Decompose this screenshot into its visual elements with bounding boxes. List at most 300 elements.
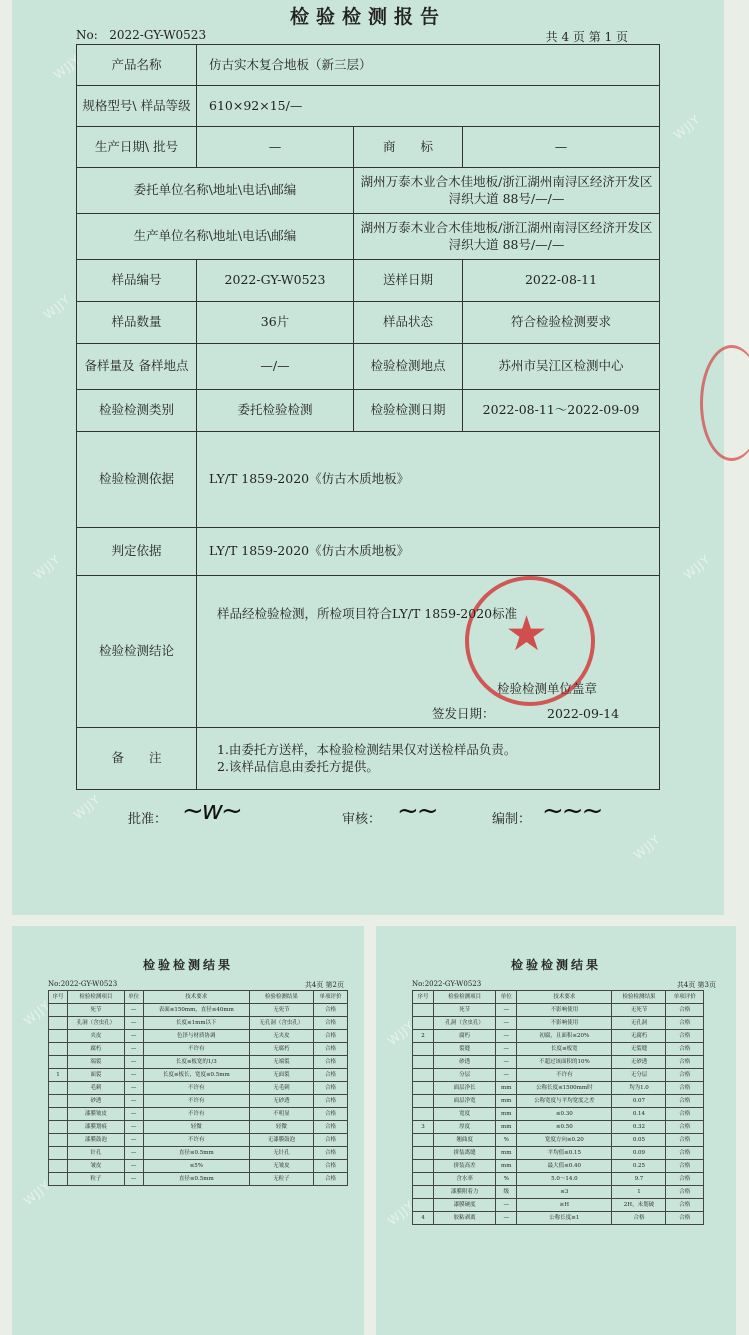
table-cell (49, 1082, 68, 1095)
table-cell: mm (496, 1095, 517, 1108)
table-cell: mm (496, 1108, 517, 1121)
table-cell: 漆膜附着力 (434, 1186, 496, 1199)
table-cell: 0.25 (612, 1160, 666, 1173)
table-cell: — (124, 1043, 143, 1056)
table-row (49, 1030, 348, 1043)
sample-state-label: 样品状态 (354, 302, 463, 344)
table-cell: 宽度 (434, 1108, 496, 1121)
table-cell: 合格 (313, 1004, 347, 1017)
approve-label: 批准： (128, 812, 168, 827)
compile-label: 编制： (492, 812, 532, 827)
table-row (49, 1004, 348, 1017)
table-cell: 公称长度≥1 (517, 1212, 612, 1225)
results-number: No:2022-GY-W0523 (412, 980, 482, 988)
table-cell: 分层 (434, 1069, 496, 1082)
table-row (49, 1108, 348, 1121)
table-cell: — (496, 1030, 517, 1043)
table-cell: — (124, 1160, 143, 1173)
table-cell: — (124, 1082, 143, 1095)
table-cell: 合格 (666, 1199, 704, 1212)
table-row (413, 1134, 704, 1147)
table-row (49, 1134, 348, 1147)
table-cell: ≤0.50 (517, 1121, 612, 1134)
table-cell (49, 1160, 68, 1173)
table-cell (413, 1108, 434, 1121)
table-cell (413, 1004, 434, 1017)
watermark: WJJY (671, 111, 704, 143)
table-cell: 0.09 (612, 1147, 666, 1160)
table-cell (413, 1160, 434, 1173)
table-cell: 直径≤0.5mm (143, 1147, 249, 1160)
issue-date-value: 2022-09-14 (547, 706, 620, 721)
report-page-2 (12, 926, 364, 1335)
reserve-label: 备样量及 备样地点 (77, 344, 197, 390)
table-cell: 轻微 (143, 1121, 249, 1134)
side-seal (700, 345, 749, 461)
table-cell: 合格 (666, 1056, 704, 1069)
table-cell: 合格 (666, 1043, 704, 1056)
table-cell (413, 1199, 434, 1212)
table-cell: 无腐朽 (249, 1043, 313, 1056)
table-row (49, 1043, 348, 1056)
conclusion-label: 检验检测结论 (77, 576, 197, 728)
table-row (49, 1095, 348, 1108)
table-row (413, 1108, 704, 1121)
table-cell (413, 1056, 434, 1069)
table-row (413, 1043, 704, 1056)
test-location-value: 苏州市吴江区检测中心 (463, 344, 660, 390)
table-cell: 面层净宽 (434, 1095, 496, 1108)
table-cell: 合格 (666, 1160, 704, 1173)
remarks-label: 备 注 (77, 728, 197, 790)
table-cell: 不影响使用 (517, 1004, 612, 1017)
remarks-value (197, 728, 660, 790)
table-cell: 腐朽 (434, 1030, 496, 1043)
table-cell (49, 1030, 68, 1043)
table-cell: — (124, 1004, 143, 1017)
table-cell: 无皱皮 (249, 1160, 313, 1173)
table-cell (49, 1121, 68, 1134)
spec-value: 610×92×15/— (197, 86, 660, 127)
table-cell: 合格 (313, 1121, 347, 1134)
star-icon: ★ (505, 606, 549, 662)
table-cell: 0.05 (612, 1134, 666, 1147)
table-cell: 漆膜硬度 (434, 1199, 496, 1212)
watermark: WJJY (21, 1177, 54, 1209)
spec-label: 规格型号\ 样品等级 (77, 86, 197, 127)
table-cell: % (496, 1173, 517, 1186)
table-cell (413, 1069, 434, 1082)
trademark-label: 商 标 (354, 127, 463, 168)
table-cell: 合格 (666, 1095, 704, 1108)
table-cell: 合格 (666, 1082, 704, 1095)
table-row (413, 1030, 704, 1043)
table-cell: 合格 (666, 1069, 704, 1082)
table-cell: 合格 (313, 1173, 347, 1186)
table-cell: 腐朽 (68, 1043, 125, 1056)
table-cell: 最大值≤0.40 (517, 1160, 612, 1173)
table-cell: 0.14 (612, 1108, 666, 1121)
table-cell (413, 1186, 434, 1199)
table-cell: 合格 (313, 1017, 347, 1030)
table-cell: 1 (49, 1069, 68, 1082)
table-row (413, 1173, 704, 1186)
table-cell (413, 1134, 434, 1147)
page-info: 共 4 页 第 1 页 (545, 30, 628, 44)
table-row (413, 1160, 704, 1173)
table-cell: 针孔 (68, 1147, 125, 1160)
table-cell: 厚度 (434, 1121, 496, 1134)
table-cell: 无毛刺 (249, 1082, 313, 1095)
watermark: WJJY (385, 1017, 418, 1049)
table-cell: 2H，未划破 (612, 1199, 666, 1212)
table-cell: 端裂 (68, 1056, 125, 1069)
issue-date-label: 签发日期： (432, 706, 495, 721)
table-cell: ≤3 (517, 1186, 612, 1199)
table-cell: 3 (413, 1121, 434, 1134)
table-cell: 合格 (313, 1043, 347, 1056)
table-cell: 合格 (666, 1121, 704, 1134)
watermark: WJJY (31, 551, 64, 583)
table-cell: 胶粘剥离 (434, 1212, 496, 1225)
table-row (49, 1082, 348, 1095)
table-cell: 无端裂 (249, 1056, 313, 1069)
table-cell (49, 1095, 68, 1108)
table-cell: 合格 (313, 1147, 347, 1160)
table-cell: 公称宽度与平均宽度之差 (517, 1095, 612, 1108)
test-type-value: 委托检验检测 (197, 390, 354, 432)
report-page-3 (376, 926, 736, 1335)
table-cell: 5.0～14.0 (517, 1173, 612, 1186)
table-row (413, 1095, 704, 1108)
table-cell: — (124, 1056, 143, 1069)
test-type-label: 检验检测类别 (77, 390, 197, 432)
sample-no-value: 2022-GY-W0523 (197, 260, 354, 302)
review-label: 审核： (342, 812, 382, 827)
table-cell: 无腐朽 (612, 1030, 666, 1043)
table-cell: 合格 (612, 1212, 666, 1225)
table-cell: 不超过该面积的10% (517, 1056, 612, 1069)
results-table-3 (412, 990, 704, 1225)
conclusion-text: 样品经检验检测，所检项目符合LY/T 1859-2020标准 (217, 606, 518, 621)
table-cell: 9.7 (612, 1173, 666, 1186)
table-cell: 长度≤板宽的1/3 (143, 1056, 249, 1069)
sample-qty-label: 样品数量 (77, 302, 197, 344)
table-cell: 0.32 (612, 1121, 666, 1134)
table-cell: 无孔洞（含虫孔） (249, 1017, 313, 1030)
reserve-value: —/— (197, 344, 354, 390)
table-cell: 公称长度≤1500mm时 (517, 1082, 612, 1095)
table-cell: 漆膜鼓泡 (68, 1134, 125, 1147)
table-cell (49, 1056, 68, 1069)
test-date-value: 2022-08-11～2022-09-09 (463, 390, 660, 432)
table-cell: — (124, 1134, 143, 1147)
table-cell (49, 1004, 68, 1017)
table-row (413, 1199, 704, 1212)
table-cell: — (124, 1017, 143, 1030)
table-cell: 宽度方向≤0.20 (517, 1134, 612, 1147)
table-cell: ≥H (517, 1199, 612, 1212)
table-cell: 不许有 (143, 1108, 249, 1121)
column-header: 单位 (124, 991, 143, 1004)
results-number: No:2022-GY-W0523 (48, 980, 118, 988)
results-title: 检验检测结果 (142, 958, 233, 972)
table-cell: — (124, 1173, 143, 1186)
table-cell: 漆膜皱皮 (68, 1108, 125, 1121)
table-cell: 合格 (313, 1108, 347, 1121)
table-cell: — (124, 1095, 143, 1108)
report-number: No: 2022-GY-W0523 (76, 28, 207, 42)
table-cell: 平均值≤0.15 (517, 1147, 612, 1160)
report-title: 检验检测报告 (289, 6, 446, 28)
table-row (49, 1147, 348, 1160)
table-header-row (413, 991, 704, 1004)
table-cell: — (124, 1121, 143, 1134)
table-row (49, 1160, 348, 1173)
send-date-label: 送样日期 (354, 260, 463, 302)
conclusion-cell (197, 576, 660, 728)
column-header: 单项评价 (313, 991, 347, 1004)
product-name-label: 产品名称 (77, 45, 197, 86)
table-row (49, 1017, 348, 1030)
table-cell: 长度≤1mm以下 (143, 1017, 249, 1030)
table-cell: 拼装高差 (434, 1160, 496, 1173)
column-header: 技术要求 (517, 991, 612, 1004)
table-cell: 4 (413, 1212, 434, 1225)
results-page: 共4页 第2页 (304, 981, 344, 989)
table-cell: 合格 (313, 1082, 347, 1095)
table-cell: 无漆膜鼓泡 (249, 1134, 313, 1147)
column-header: 检验检测项目 (434, 991, 496, 1004)
table-cell: 均为1.0 (612, 1082, 666, 1095)
table-cell: 不许有 (143, 1043, 249, 1056)
seal-caption: 检验检测单位盖章 (497, 681, 598, 696)
table-cell: 合格 (313, 1030, 347, 1043)
table-cell: 直径≤0.5mm (143, 1173, 249, 1186)
remark-line-2: 2.该样品信息由委托方提供。 (217, 758, 379, 774)
column-header: 检验检测结果 (612, 991, 666, 1004)
prod-date-value: — (197, 127, 354, 168)
table-cell: 无针孔 (249, 1147, 313, 1160)
table-cell: — (496, 1069, 517, 1082)
review-signature: ~~ (397, 796, 437, 826)
watermark: WJJY (21, 997, 54, 1029)
table-cell (413, 1173, 434, 1186)
table-cell: 皱皮 (68, 1160, 125, 1173)
remark-line-1: 1.由委托方送样，本检验检测结果仅对送检样品负责。 (217, 741, 517, 757)
table-cell: 合格 (666, 1004, 704, 1017)
table-cell: 死节 (434, 1004, 496, 1017)
judge-label: 判定依据 (77, 528, 197, 576)
table-row (413, 1186, 704, 1199)
table-cell: 无砂透 (612, 1056, 666, 1069)
table-cell: — (496, 1043, 517, 1056)
table-cell: 合格 (666, 1212, 704, 1225)
table-row (413, 1017, 704, 1030)
sample-state-value: 符合检验检测要求 (463, 302, 660, 344)
watermark: WJJY (681, 551, 714, 583)
client-value: 湖州万泰木业合木佳地板/浙江湖州南浔区经济开发区浔织大道 88号/—/— (354, 168, 660, 214)
table-row (413, 1121, 704, 1134)
table-cell: 不影响使用 (517, 1017, 612, 1030)
table-cell: 无死节 (612, 1004, 666, 1017)
watermark: WJJY (71, 791, 104, 823)
table-cell: 不许有 (143, 1095, 249, 1108)
table-cell: 孔洞（含虫孔） (68, 1017, 125, 1030)
table-cell (413, 1043, 434, 1056)
results-title: 检验检测结果 (510, 958, 601, 972)
table-cell: 不许有 (143, 1082, 249, 1095)
table-cell: mm (496, 1082, 517, 1095)
table-cell: 砂透 (68, 1095, 125, 1108)
table-cell (49, 1017, 68, 1030)
table-cell: 无死节 (249, 1004, 313, 1017)
table-cell: — (496, 1212, 517, 1225)
table-cell: 合格 (666, 1017, 704, 1030)
compile-signature: ~~~ (542, 796, 602, 826)
table-cell: 1 (612, 1186, 666, 1199)
table-row (49, 1056, 348, 1069)
table-cell: % (496, 1134, 517, 1147)
table-row (413, 1056, 704, 1069)
sample-no-label: 样品编号 (77, 260, 197, 302)
table-cell: 无裂缝 (612, 1043, 666, 1056)
table-row (49, 1121, 348, 1134)
table-cell: ≤0.30 (517, 1108, 612, 1121)
report-table (76, 44, 660, 790)
prod-date-label: 生产日期\ 批号 (77, 127, 197, 168)
judge-value: LY/T 1859-2020《仿古木质地板》 (197, 528, 660, 576)
basis-label: 检验检测依据 (77, 432, 197, 528)
table-cell (413, 1017, 434, 1030)
table-cell: 2 (413, 1030, 434, 1043)
table-row (413, 1004, 704, 1017)
table-cell: 毛刺 (68, 1082, 125, 1095)
column-header: 技术要求 (143, 991, 249, 1004)
table-cell: 合格 (666, 1186, 704, 1199)
table-cell: 拼装离缝 (434, 1147, 496, 1160)
table-cell (49, 1173, 68, 1186)
table-cell: 死节 (68, 1004, 125, 1017)
table-cell: 合格 (666, 1147, 704, 1160)
table-cell: 不许有 (143, 1134, 249, 1147)
table-row (49, 1173, 348, 1186)
column-header: 检验检测结果 (249, 991, 313, 1004)
test-location-label: 检验检测地点 (354, 344, 463, 390)
table-cell: — (496, 1004, 517, 1017)
table-cell: 合格 (666, 1108, 704, 1121)
table-row (413, 1212, 704, 1225)
table-cell: 合格 (666, 1030, 704, 1043)
table-cell: 粒子 (68, 1173, 125, 1186)
table-cell: 无砂透 (249, 1095, 313, 1108)
table-cell: mm (496, 1147, 517, 1160)
table-cell (49, 1043, 68, 1056)
table-cell: — (496, 1017, 517, 1030)
report-page-1 (12, 0, 724, 915)
approve-signature: ~w~ (182, 796, 241, 826)
table-cell: — (124, 1069, 143, 1082)
table-cell (413, 1082, 434, 1095)
table-cell: 色泽与材质协调 (143, 1030, 249, 1043)
table-cell: mm (496, 1160, 517, 1173)
table-row (49, 1069, 348, 1082)
table-cell (413, 1095, 434, 1108)
table-cell: 合格 (313, 1095, 347, 1108)
table-cell: — (124, 1108, 143, 1121)
send-date-value: 2022-08-11 (463, 260, 660, 302)
table-cell: 合格 (313, 1069, 347, 1082)
table-cell: 0.07 (612, 1095, 666, 1108)
producer-value: 湖州万泰木业合木佳地板/浙江湖州南浔区经济开发区浔织大道 88号/—/— (354, 214, 660, 260)
table-cell: 无分层 (612, 1069, 666, 1082)
table-cell: 级 (496, 1186, 517, 1199)
table-cell: 面层净长 (434, 1082, 496, 1095)
table-cell: 含水率 (434, 1173, 496, 1186)
table-cell: 裂缝 (434, 1043, 496, 1056)
table-header-row (49, 991, 348, 1004)
table-cell: 初腐，且面积≤20% (517, 1030, 612, 1043)
table-row (413, 1069, 704, 1082)
table-cell: — (124, 1147, 143, 1160)
table-cell: ≤5% (143, 1160, 249, 1173)
column-header: 单项评价 (666, 991, 704, 1004)
table-cell: 漆膜划痕 (68, 1121, 125, 1134)
table-cell: 轻微 (249, 1121, 313, 1134)
table-row (413, 1082, 704, 1095)
table-row (413, 1147, 704, 1160)
table-cell: 合格 (313, 1160, 347, 1173)
column-header: 序号 (49, 991, 68, 1004)
table-cell: 长度≤板长，宽度≤0.5mm (143, 1069, 249, 1082)
watermark: WJJY (41, 291, 74, 323)
table-cell: 不明显 (249, 1108, 313, 1121)
table-cell: mm (496, 1121, 517, 1134)
table-cell: 合格 (666, 1134, 704, 1147)
trademark-value: — (463, 127, 660, 168)
column-header: 单位 (496, 991, 517, 1004)
watermark: WJJY (631, 831, 664, 863)
producer-label: 生产单位名称\地址\电话\邮编 (77, 214, 354, 260)
table-cell: 无孔洞 (612, 1017, 666, 1030)
table-cell: 孔洞（含虫孔） (434, 1017, 496, 1030)
table-cell: 夹皮 (68, 1030, 125, 1043)
table-cell: 合格 (313, 1056, 347, 1069)
table-cell: 无面裂 (249, 1069, 313, 1082)
table-cell (49, 1134, 68, 1147)
table-cell: 无夹皮 (249, 1030, 313, 1043)
column-header: 检验检测项目 (68, 991, 125, 1004)
table-cell: — (496, 1199, 517, 1212)
column-header: 序号 (413, 991, 434, 1004)
table-cell: 面裂 (68, 1069, 125, 1082)
product-name-value: 仿古实木复合地板（新三层） (197, 45, 660, 86)
table-cell: 不许有 (517, 1069, 612, 1082)
table-cell (49, 1147, 68, 1160)
table-cell: — (496, 1056, 517, 1069)
table-cell: 砂透 (434, 1056, 496, 1069)
table-cell: — (124, 1030, 143, 1043)
table-cell: 翘曲度 (434, 1134, 496, 1147)
table-cell: 合格 (313, 1134, 347, 1147)
client-label: 委托单位名称\地址\电话\邮编 (77, 168, 354, 214)
table-cell: 无粒子 (249, 1173, 313, 1186)
results-page: 共4页 第3页 (676, 981, 716, 989)
table-cell: 表面≤150mm，直径≤40mm (143, 1004, 249, 1017)
table-cell (49, 1108, 68, 1121)
sample-qty-value: 36片 (197, 302, 354, 344)
test-date-label: 检验检测日期 (354, 390, 463, 432)
